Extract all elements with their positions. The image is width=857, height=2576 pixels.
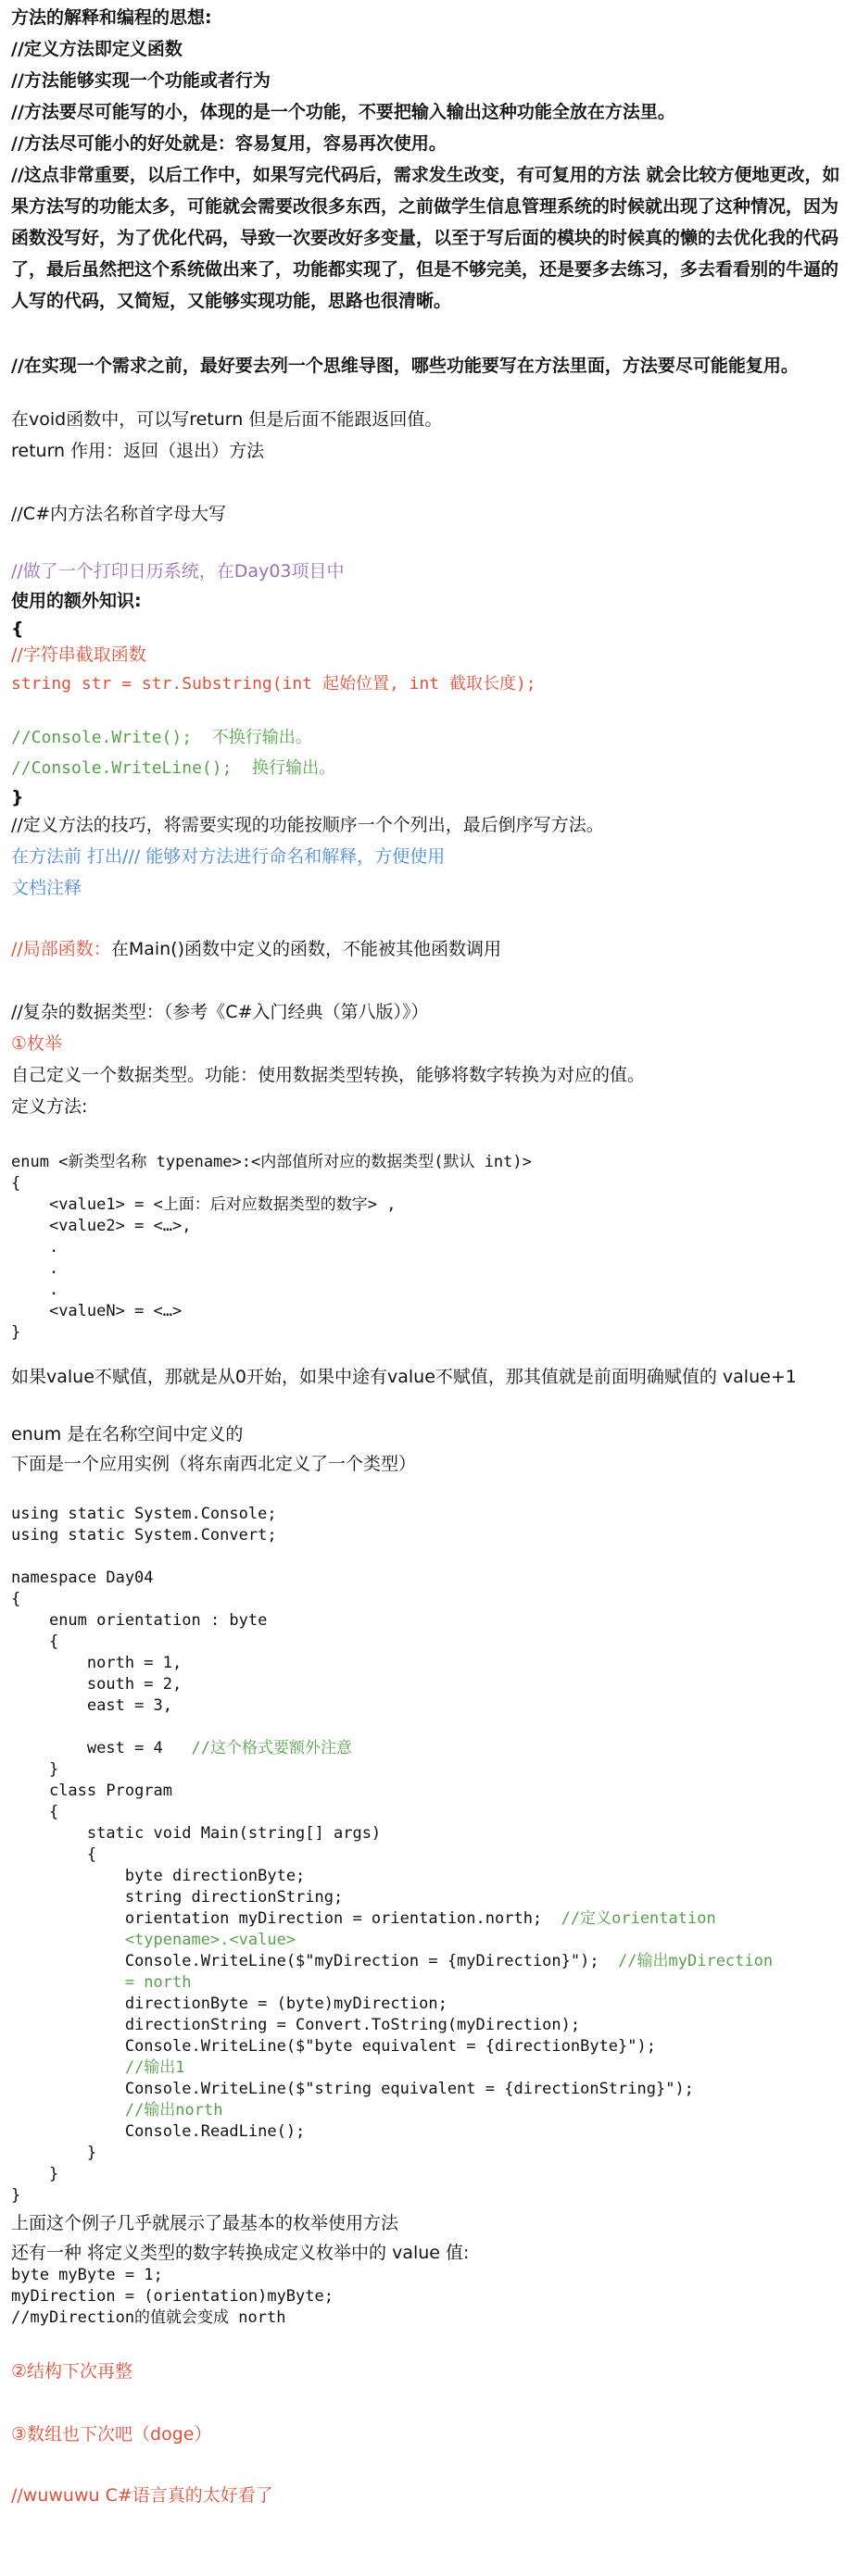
method-tips-note: //定义方法的技巧，将需要实现的功能按顺序一个个列出，最后倒序写方法。 bbox=[11, 815, 604, 835]
example-code-print-direction bbox=[11, 1951, 848, 1994]
void-return-note: 在void函数中，可以写return 但是后面不能跟返回值。 bbox=[11, 409, 443, 430]
enum-description: 自己定义一个数据类型。功能：使用数据类型转换，能够将数字转换为对应的值。 bbox=[11, 1065, 646, 1085]
brace-open: { bbox=[11, 619, 24, 639]
example-code-output-north: //输出north bbox=[11, 2101, 223, 2120]
complex-types-note: //复杂的数据类型：（参考《C#入门经典（第八版）》） bbox=[11, 1002, 429, 1022]
enum-example-intro: 下面是一个应用实例（将东南西北定义了一个类型） bbox=[11, 1454, 417, 1474]
enum-title: ①枚举 bbox=[11, 1033, 63, 1054]
enum-namespace-note: enum 是在名称空间中定义的 bbox=[11, 1424, 244, 1444]
local-function-label: //局部函数： bbox=[11, 939, 111, 959]
declare-code: orientation myDirection = orientation.north; bbox=[11, 1909, 561, 1928]
brace-close: } bbox=[11, 787, 24, 807]
enum-syntax-code: enum <新类型名称 typename>:<内部值所对应的数据类型(默认 int)> { <value1> = <上面：后对应数据类型的数字> , <value2> = <…>, . . . <valueN> = <…> } bbox=[11, 1153, 532, 1342]
local-function-note bbox=[11, 933, 848, 965]
doc-comment-label: 文档注释 bbox=[11, 878, 82, 898]
print-direction-comment: //输出myDirection = north bbox=[124, 1952, 774, 1992]
intro-title: 方法的解释和编程的思想: bbox=[11, 7, 212, 28]
return-usage-note: return 作用：返回（退出）方法 bbox=[11, 441, 265, 461]
define-method-label: 定义方法: bbox=[11, 1096, 88, 1117]
example-code-west bbox=[11, 1738, 848, 1759]
intro-line-4: //方法尽可能小的好处就是：容易复用，容易再次使用。 bbox=[11, 133, 447, 154]
intro-line-1: //定义方法即定义函数 bbox=[11, 39, 183, 59]
calendar-project-note: //做了一个打印日历系统，在Day03项目中 bbox=[11, 561, 345, 581]
print-direction-code: Console.WriteLine($"myDirection = {myDirection}"); bbox=[11, 1952, 619, 1970]
closing-note: //wuwuwu C#语言真的太好看了 bbox=[11, 2485, 273, 2506]
console-writeline-code: //Console.WriteLine(); 换行输出。 bbox=[11, 758, 336, 778]
local-function-desc: 在Main()函数中定义的函数，不能被其他函数调用 bbox=[110, 939, 501, 959]
enum-default-rule: 如果value不赋值，那就是从0开始，如果中途有value不赋值，那其值就是前面明确赋值的 value+1 bbox=[11, 1367, 797, 1387]
example-code-output-1: //输出1 bbox=[11, 2058, 185, 2077]
naming-note: //C#内方法名称首字母大写 bbox=[11, 504, 226, 524]
struct-next-note: ②结构下次再整 bbox=[11, 2361, 133, 2382]
intro-line-3: //方法要尽可能写的小，体现的是一个功能，不要把输入输出这种功能全放在方法里。 bbox=[11, 102, 675, 122]
example-code-header: using static System.Console; using static System.Convert; namespace Day04 { enum orientation : byte { north = 1, south = 2, east = 3, bbox=[11, 1505, 277, 1715]
extra-knowledge-title: 使用的额外知识: bbox=[11, 591, 142, 611]
west-code: west = 4 bbox=[11, 1739, 192, 1757]
enum-convert-code: byte myByte = 1; myDirection = (orientation)myByte; //myDirection的值就会变成 north bbox=[11, 2266, 334, 2327]
array-next-note: ③数组也下次吧（doge） bbox=[11, 2424, 212, 2445]
doc-comment-note: 在方法前 打出/// 能够对方法进行命名和解释，方便使用 bbox=[11, 846, 446, 867]
enum-summary: 上面这个例子几乎就展示了最基本的枚举使用方法 bbox=[11, 2213, 399, 2233]
declare-comment: //定义orientation <typename>.<value> bbox=[124, 1909, 716, 1949]
example-code-class: } class Program { static void Main(string[] args) { byte directionByte; string directionString; bbox=[48, 1760, 382, 1907]
console-write-code: //Console.Write(); 不换行输出。 bbox=[11, 728, 312, 747]
west-comment: //这个格式要额外注意 bbox=[191, 1739, 352, 1757]
intro-line-2: //方法能够实现一个功能或者行为 bbox=[11, 70, 271, 91]
intro-paragraph-reuse: //这点非常重要，以后工作中，如果写完代码后，需求发生改变，有可复用的方法 就会比较方便地更改，如果方法写的功能太多，可能就会需要改很多东西，之前做学生信息管理系统的时候就出现了这种情况，因为函数没写好，为了优化代码，导致一次要改好多变量，以至于写后面的模块的时候真的懒的去优化我的代码了，最后虽然把这个系统做出来了，功能都实现了，但是不够完美，还是要多去练习，多去看看别的牛逼的人写的代码，又简短，又能够实现功能，思路也很清晰。 bbox=[11, 165, 840, 311]
substring-comment: //字符串截取函数 bbox=[11, 644, 146, 665]
example-code-declare bbox=[11, 1908, 848, 1951]
example-code-convert: directionByte = (byte)myDirection; directionString = Convert.ToString(myDirection); Console.WriteLine($"byte equivalent = {directionByte}"); bbox=[124, 1995, 656, 2056]
substring-code: string str = str.Substring(int 起始位置, int 截取长度); bbox=[11, 674, 536, 694]
example-code-footer: Console.ReadLine(); } } } bbox=[11, 2122, 306, 2205]
enum-convert-intro: 还有一种 将定义类型的数字转换成定义枚举中的 value 值: bbox=[11, 2243, 470, 2263]
intro-mindmap-note: //在实现一个需求之前，最好要去列一个思维导图，哪些功能要写在方法里面，方法要尽可能能复用。 bbox=[11, 356, 799, 376]
example-code-print-string: Console.WriteLine($"string equivalent = {directionString}"); bbox=[11, 2080, 694, 2098]
